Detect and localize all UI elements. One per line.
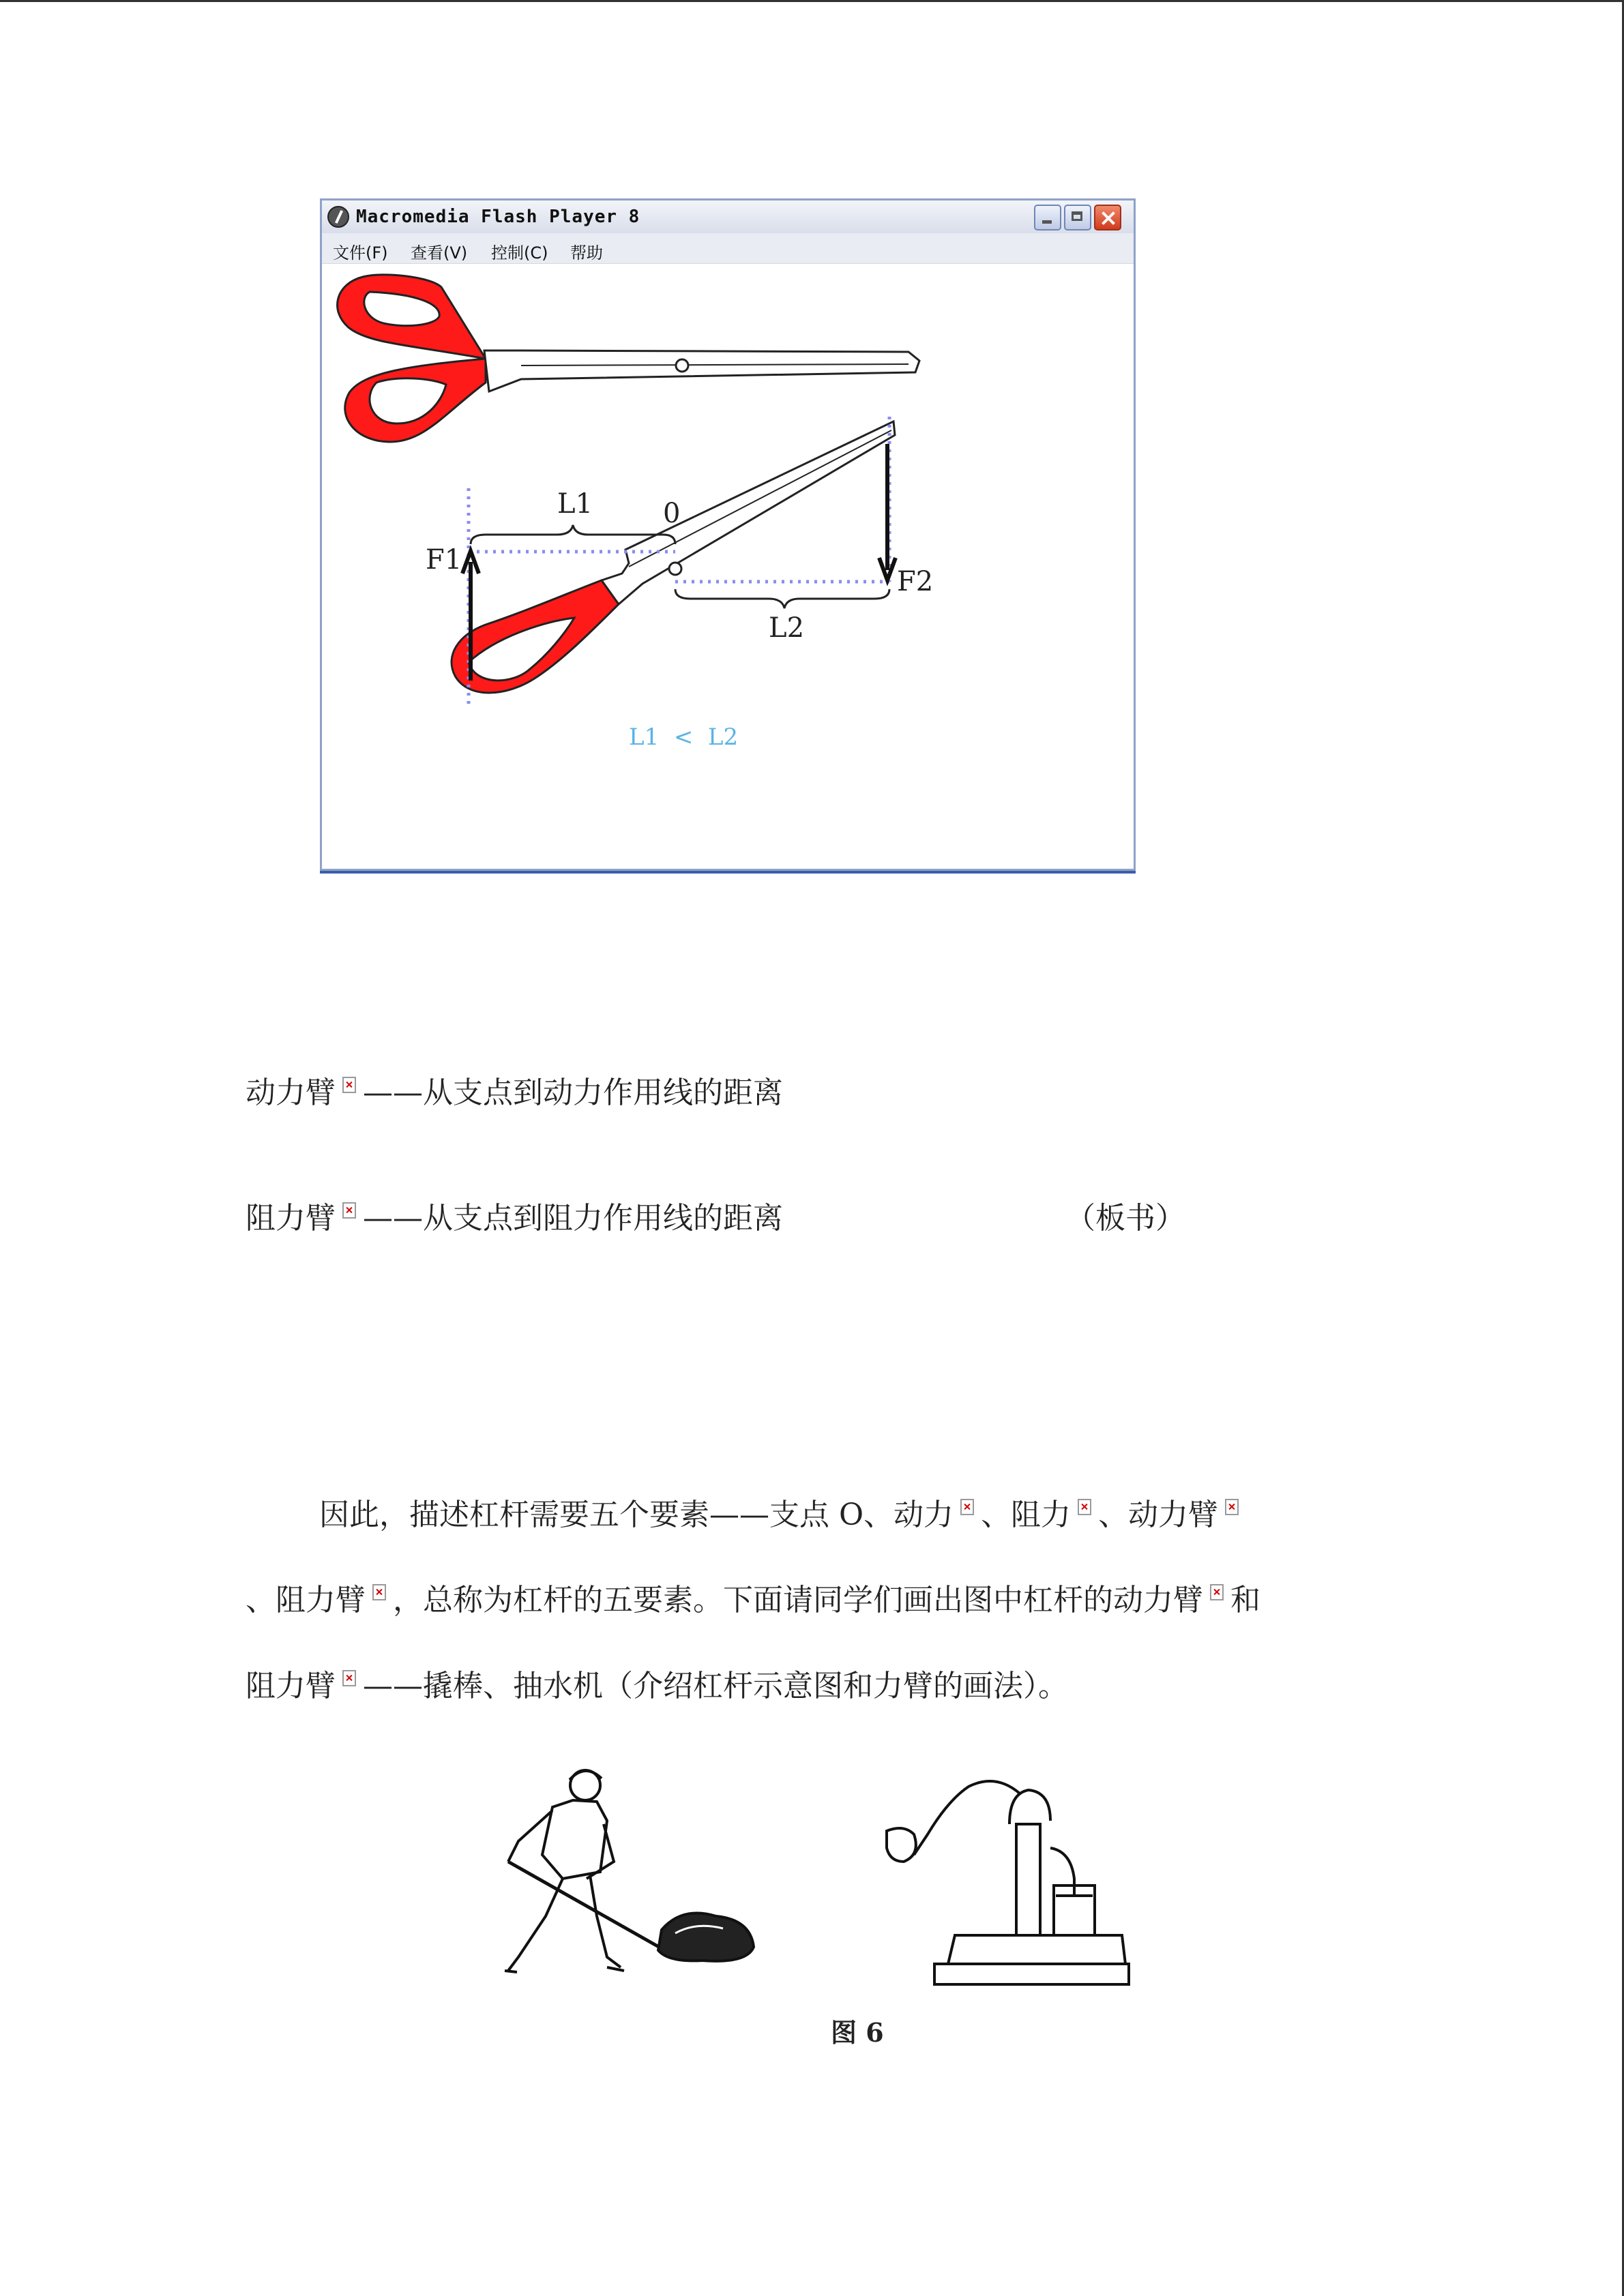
broken-image-icon: [342, 1670, 356, 1686]
flash-player-window: [320, 198, 1136, 871]
title-bar: [322, 200, 1134, 234]
flash-app-icon: [327, 206, 349, 228]
blackboard-note: （板书）: [1065, 1201, 1185, 1236]
close-button[interactable]: [1094, 205, 1121, 230]
label-f2: F2: [897, 566, 934, 597]
minimize-button[interactable]: [1034, 205, 1061, 230]
label-l1: L1: [557, 488, 593, 520]
broken-image-icon: [960, 1499, 974, 1515]
paragraph-line-1: [319, 1490, 1245, 1534]
menu-bar: [322, 233, 1134, 264]
label-f1: F1: [426, 544, 462, 576]
label-l2: L2: [769, 612, 805, 644]
text-span: 、动力臂: [1098, 1497, 1219, 1532]
menu-control[interactable]: 控制(C): [491, 243, 548, 263]
text-span: ——撬棒、抽水机（介绍杠杆示意图和力臂的画法）。: [363, 1669, 1068, 1703]
broken-image-icon: [1078, 1499, 1091, 1515]
comparison-text: L1 < L2: [629, 724, 739, 751]
definition-text: ——从支点到动力作用线的距离: [363, 1075, 783, 1110]
figure-6-illustrations: [477, 1759, 1228, 1991]
open-scissors-lever: [426, 417, 933, 751]
window-title: Macromedia Flash Player 8: [356, 207, 640, 227]
text-span: 因此，描述杠杆需要五个要素——支点 O、动力: [319, 1497, 954, 1532]
text-span: ，总称为杠杆的五要素。下面请同学们画出图中杠杆的动力臂: [393, 1583, 1203, 1617]
definition-resistance-arm: [246, 1193, 783, 1237]
scissors-lever-diagram: [322, 263, 1134, 863]
broken-image-icon: [1225, 1499, 1239, 1515]
label-fulcrum-o: 0: [663, 498, 681, 529]
figure-caption: 图 6: [831, 2017, 884, 2048]
text-span: 、阻力: [981, 1497, 1072, 1532]
water-pump-illustration: [887, 1781, 1129, 1984]
broken-image-icon: [342, 1202, 356, 1219]
definition-text: ——从支点到阻力作用线的距离: [363, 1201, 783, 1236]
term-resistance-arm: 阻力臂: [246, 1201, 336, 1236]
text-span: 、阻力臂: [246, 1583, 366, 1617]
closed-scissors: [338, 275, 919, 442]
broken-image-icon: [342, 1077, 356, 1093]
menu-file[interactable]: 文件(F): [333, 243, 388, 263]
broken-image-icon: [372, 1584, 386, 1600]
paragraph-line-2: [246, 1575, 1260, 1619]
maximize-button[interactable]: [1064, 205, 1091, 230]
menu-view[interactable]: 查看(V): [411, 243, 468, 263]
text-span: 阻力臂: [246, 1669, 336, 1703]
text-span: 和: [1230, 1583, 1260, 1617]
menu-help[interactable]: 帮助: [570, 243, 603, 263]
broken-image-icon: [1210, 1584, 1224, 1600]
paragraph-line-3: [246, 1661, 1068, 1705]
term-effort-arm: 动力臂: [246, 1075, 336, 1110]
crowbar-worker-illustration: [505, 1770, 754, 1972]
definition-effort-arm: [246, 1068, 783, 1112]
